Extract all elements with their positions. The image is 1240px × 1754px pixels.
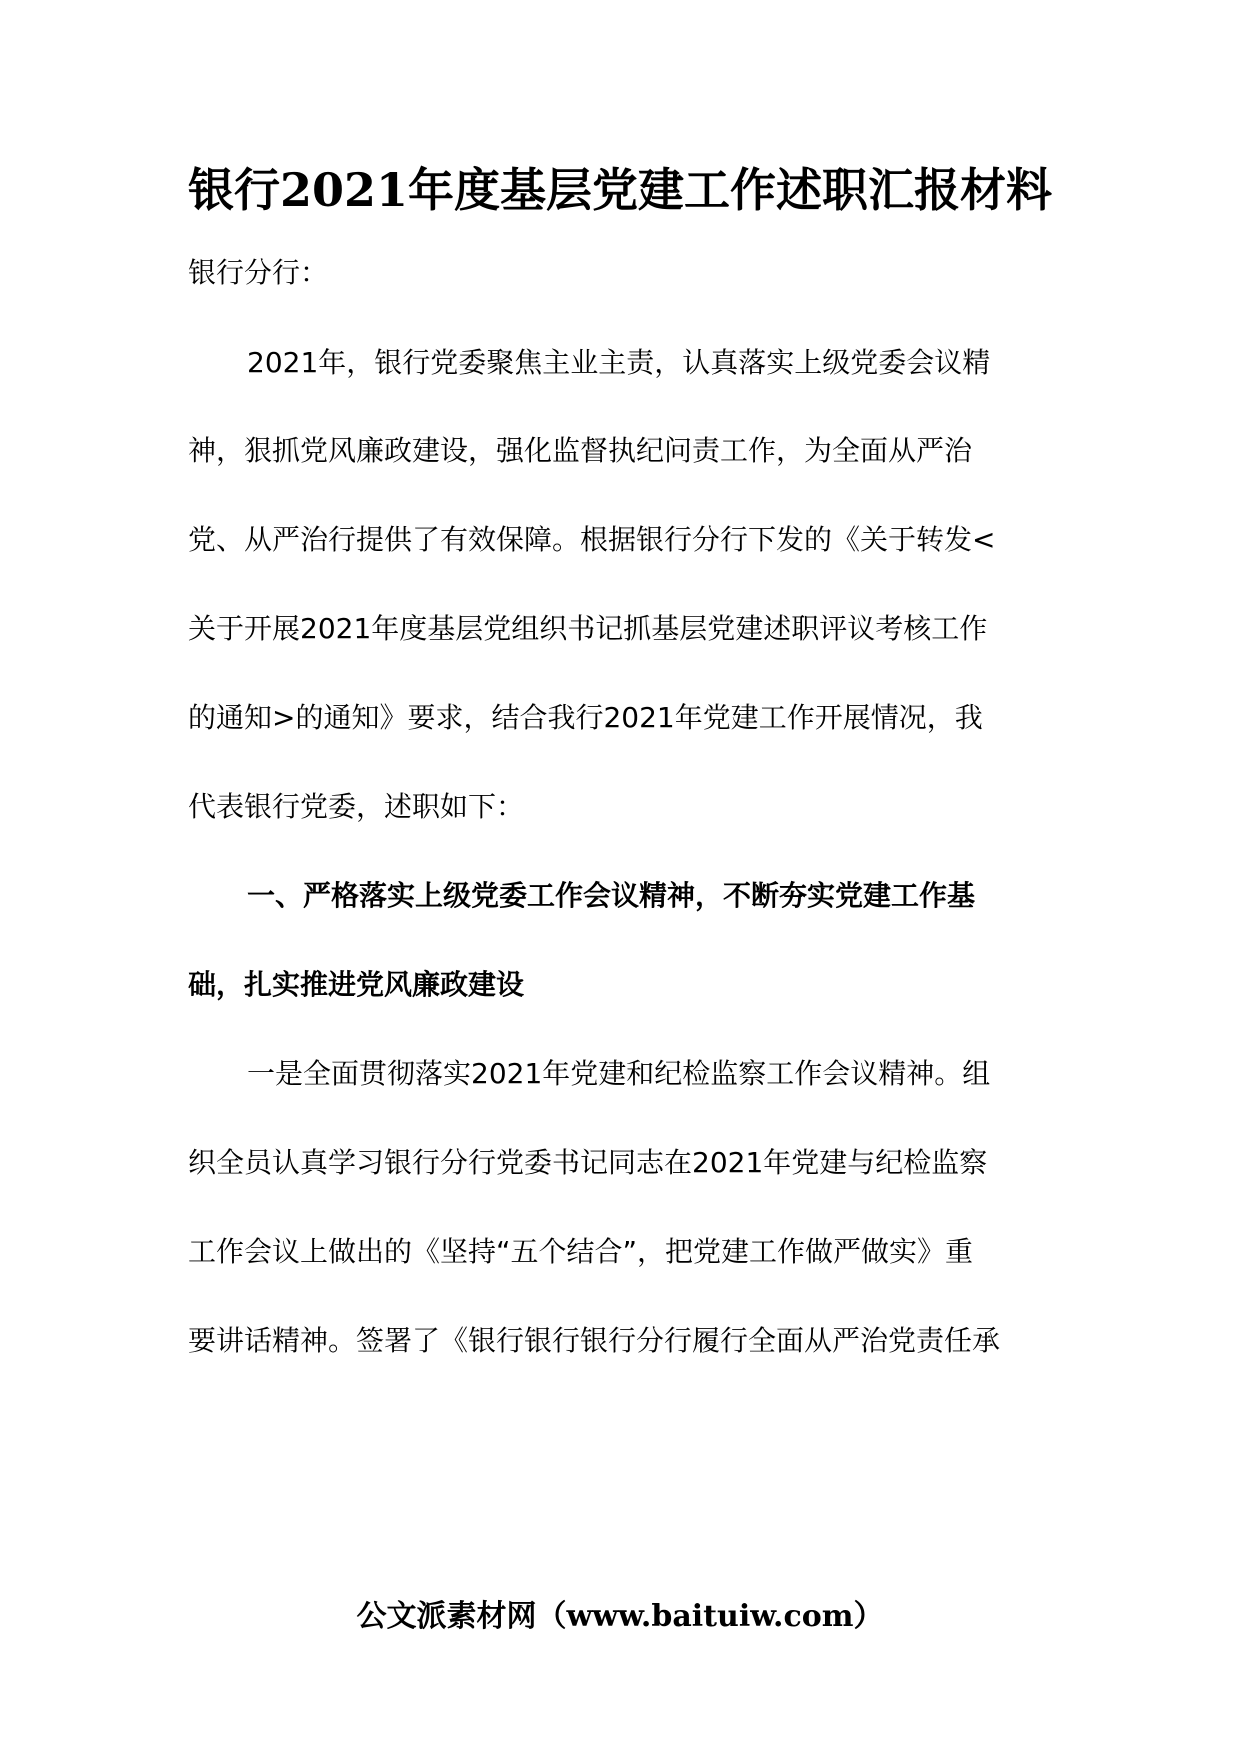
paragraph-line: 要讲话精神。签署了《银行银行银行分行履行全面从严治党责任承: [188, 1324, 1001, 1357]
paragraph-line: 神，狠抓党风廉政建设，强化监督执纪问责工作，为全面从严治: [188, 434, 973, 467]
paragraph-line: 一是全面贯彻落实2021年党建和纪检监察工作会议精神。组: [247, 1057, 991, 1090]
section-heading-line: 一、严格落实上级党委工作会议精神，不断夯实党建工作基: [247, 879, 976, 912]
document-title: 银行2021年度基层党建工作述职汇报材料: [187, 163, 1053, 217]
footer-source: 公文派素材网（www.baituiw.com）: [356, 1599, 884, 1634]
salutation: 银行分行：: [188, 256, 329, 289]
paragraph-line: 代表银行党委，述职如下：: [188, 790, 525, 823]
section-heading-line: 础，扎实推进党风廉政建设: [188, 968, 525, 1001]
paragraph-line: 党、从严治行提供了有效保障。根据银行分行下发的《关于转发<: [188, 523, 996, 556]
paragraph-line: 关于开展2021年度基层党组织书记抓基层党建述职评议考核工作: [188, 612, 988, 645]
paragraph-line: 2021年，银行党委聚焦主业主责，认真落实上级党委会议精: [247, 346, 991, 379]
paragraph-line: 的通知>的通知》要求，结合我行2021年党建工作开展情况，我: [188, 701, 983, 734]
paragraph-line: 工作会议上做出的《坚持“五个结合”，把党建工作做严做实》重: [188, 1235, 974, 1268]
paragraph-line: 织全员认真学习银行分行党委书记同志在2021年党建与纪检监察: [188, 1146, 988, 1179]
